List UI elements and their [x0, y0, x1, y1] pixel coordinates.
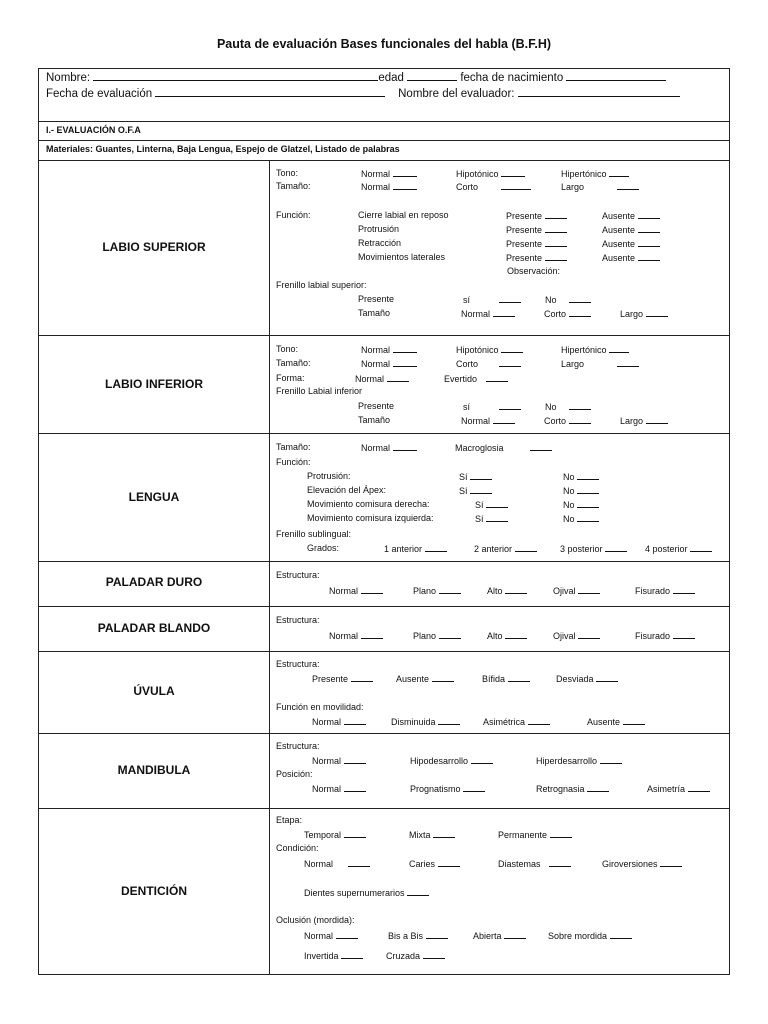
option-hipotonico[interactable]: Hipotónico	[456, 344, 523, 355]
movimientos-laterales-label: Movimientos laterales	[358, 252, 446, 262]
option-caries[interactable]: Caries	[409, 858, 460, 869]
option-ojival[interactable]: Ojival	[553, 630, 600, 641]
option-cruzada[interactable]: Cruzada	[386, 950, 445, 961]
option-macroglosia[interactable]: Macroglosia	[455, 442, 552, 453]
option-corto[interactable]: Corto	[544, 415, 591, 426]
frenillo-label: Frenillo labial superior:	[276, 280, 367, 290]
option-fisurado[interactable]: Fisurado	[635, 630, 695, 641]
option-desviada[interactable]: Desviada	[556, 673, 618, 684]
option-normal[interactable]: Normal	[361, 442, 417, 453]
option-normal[interactable]: Normal	[355, 373, 409, 384]
option-normal[interactable]: Normal	[312, 783, 366, 794]
row-label-labio-inferior: LABIO INFERIOR	[105, 377, 203, 391]
estructura-label: Estructura:	[276, 659, 320, 669]
option-normal[interactable]: Normal	[329, 630, 383, 641]
option-presente[interactable]: Presente	[506, 210, 567, 221]
oclusion-label: Oclusión (mordida):	[276, 915, 355, 925]
divider	[39, 651, 729, 652]
etapa-label: Etapa:	[276, 815, 303, 825]
option-normal[interactable]: Normal	[329, 585, 383, 596]
divider	[39, 121, 729, 122]
tamano-label: Tamaño:	[276, 442, 311, 452]
option-no[interactable]: No	[563, 513, 599, 524]
estructura-label: Estructura:	[276, 741, 320, 751]
option-si[interactable]: Sí	[475, 499, 508, 510]
option-no[interactable]: No	[545, 401, 591, 412]
option-normal[interactable]: Normal	[312, 755, 366, 766]
option-normal[interactable]: Normal	[304, 930, 358, 941]
option-hipotonico[interactable]: Hipotónico	[456, 168, 525, 179]
grados-label: Grados:	[307, 543, 340, 553]
forma-label: Forma:	[276, 373, 305, 383]
evaluation-form	[38, 68, 730, 975]
frenillo-label: Frenillo Labial inferior	[276, 386, 363, 396]
option-retrognasia[interactable]: Retrognasia	[536, 783, 609, 794]
option-sobre-mordida[interactable]: Sobre mordida	[548, 930, 632, 941]
divider	[39, 140, 729, 141]
retraccion-label: Retracción	[358, 238, 402, 248]
movimiento-izquierda-label: Movimiento comisura izquierda:	[307, 513, 434, 523]
tono-label: Tono:	[276, 168, 299, 178]
condicion-label: Condición:	[276, 843, 319, 853]
row-label-lengua: LENGUA	[128, 490, 180, 504]
elevacion-label: Elevación del Ápex:	[307, 485, 387, 495]
option-ausente[interactable]: Ausente	[602, 210, 660, 221]
option-normal[interactable]: Normal	[361, 181, 417, 192]
posicion-label: Posición:	[276, 769, 313, 779]
option-1-anterior[interactable]: 1 anterior	[384, 543, 447, 554]
document-title: Pauta de evaluación Bases funcionales del habla (B.F.H)	[216, 37, 552, 51]
option-corto[interactable]: Corto	[456, 181, 531, 192]
tono-label: Tono:	[276, 344, 299, 354]
protrusion-label: Protrusión	[358, 224, 400, 234]
option-normal[interactable]: Normal	[361, 358, 417, 369]
option-hipertonico[interactable]: Hipertónico	[561, 344, 629, 355]
movimiento-derecha-label: Movimiento comisura derecha:	[307, 499, 430, 509]
option-normal[interactable]: Normal	[304, 858, 370, 869]
divider	[39, 733, 729, 734]
name-label: Nombre:	[46, 72, 91, 84]
name-line[interactable]	[46, 72, 666, 84]
option-si[interactable]: Sí	[475, 513, 508, 524]
birthdate-label: fecha de nacimiento	[460, 72, 564, 84]
option-normal[interactable]: Normal	[361, 344, 417, 355]
option-corto[interactable]: Corto	[544, 308, 591, 319]
row-label-paladar-blando: PALADAR BLANDO	[97, 621, 211, 635]
cierre-label: Cierre labial en reposo	[358, 210, 449, 220]
option-hipertonico[interactable]: Hipertónico	[561, 168, 629, 179]
option-normal[interactable]: Normal	[461, 308, 515, 319]
option-invertida[interactable]: Invertida	[304, 950, 363, 961]
option-ausente[interactable]: Ausente	[602, 224, 660, 235]
option-fisurado[interactable]: Fisurado	[635, 585, 695, 596]
option-ausente[interactable]: Ausente	[396, 673, 454, 684]
option-plano[interactable]: Plano	[413, 585, 461, 596]
option-largo[interactable]: Largo	[620, 415, 668, 426]
option-normal[interactable]: Normal	[461, 415, 515, 426]
divider	[39, 606, 729, 607]
divider	[39, 335, 729, 336]
tamano-label: Tamaño:	[276, 358, 311, 368]
option-3-posterior[interactable]: 3 posterior	[560, 543, 627, 554]
observacion-label: Observación:	[507, 266, 561, 276]
materials: Materiales: Guantes, Linterna, Baja Lengua, Espejo de Glatzel, Listado de palabras	[46, 144, 400, 154]
presente-label: Presente	[358, 294, 395, 304]
funcion-movilidad-label: Función en movilidad:	[276, 702, 364, 712]
option-temporal[interactable]: Temporal	[304, 829, 366, 840]
option-no[interactable]: No	[563, 485, 599, 496]
evaluator-label: Nombre del evaluador:	[398, 88, 515, 100]
row-label-mandibula: MANDIBULA	[117, 763, 191, 777]
option-bis-a-bis[interactable]: Bis a Bis	[388, 930, 448, 941]
evaluation-date-line[interactable]	[46, 88, 680, 100]
row-label-paladar-duro: PALADAR DURO	[105, 575, 203, 589]
option-4-posterior[interactable]: 4 posterior	[645, 543, 712, 554]
option-largo[interactable]: Largo	[561, 358, 639, 369]
option-normal[interactable]: Normal	[361, 168, 417, 179]
option-presente[interactable]: Presente	[506, 238, 567, 249]
divider	[39, 433, 729, 434]
option-mixta[interactable]: Mixta	[409, 829, 455, 840]
option-abierta[interactable]: Abierta	[473, 930, 526, 941]
option-ausente[interactable]: Ausente	[587, 716, 645, 727]
tamano-label: Tamaño:	[276, 181, 311, 191]
option-si[interactable]: sí	[463, 401, 521, 412]
frenillo-label: Frenillo sublingual:	[276, 529, 352, 539]
divider	[39, 808, 729, 809]
age-label: edad	[378, 72, 404, 84]
option-hipodesarrollo[interactable]: Hipodesarrollo	[410, 755, 493, 766]
option-disminuida[interactable]: Disminuida	[391, 716, 460, 727]
option-permanente[interactable]: Permanente	[498, 829, 572, 840]
estructura-label: Estructura:	[276, 570, 320, 580]
option-asimetria[interactable]: Asimetría	[647, 783, 710, 794]
option-ausente[interactable]: Ausente	[602, 252, 660, 263]
option-no[interactable]: No	[545, 294, 591, 305]
option-alto[interactable]: Alto	[487, 630, 527, 641]
option-asimetrica[interactable]: Asimétrica	[483, 716, 550, 727]
divider	[39, 160, 729, 161]
option-si[interactable]: Sí	[459, 485, 492, 496]
option-ojival[interactable]: Ojival	[553, 585, 600, 596]
divider	[39, 561, 729, 562]
row-label-labio-superior: LABIO SUPERIOR	[102, 240, 206, 254]
option-evertido[interactable]: Evertido	[444, 373, 508, 384]
row-label-uvula: ÚVULA	[133, 684, 175, 698]
option-prognatismo[interactable]: Prognatismo	[410, 783, 485, 794]
tamano-label: Tamaño	[358, 308, 391, 318]
presente-label: Presente	[358, 401, 395, 411]
option-no[interactable]: No	[563, 471, 599, 482]
option-no[interactable]: No	[563, 499, 599, 510]
row-label-denticion: DENTICIÓN	[121, 884, 187, 898]
option-si[interactable]: sí	[463, 294, 521, 305]
evaluation-date-label: Fecha de evaluación	[46, 88, 153, 100]
estructura-label: Estructura:	[276, 615, 320, 625]
funcion-label: Función:	[276, 210, 311, 220]
option-hiperdesarrollo[interactable]: Hiperdesarrollo	[536, 755, 622, 766]
option-largo[interactable]: Largo	[561, 181, 639, 192]
option-presente[interactable]: Presente	[312, 673, 373, 684]
option-corto[interactable]: Corto	[456, 358, 521, 369]
option-giroversiones[interactable]: Giroversiones	[602, 858, 682, 869]
option-plano[interactable]: Plano	[413, 630, 461, 641]
option-normal[interactable]: Normal	[312, 716, 366, 727]
option-bifida[interactable]: Bífida	[482, 673, 530, 684]
option-largo[interactable]: Largo	[620, 308, 668, 319]
option-2-anterior[interactable]: 2 anterior	[474, 543, 537, 554]
option-supernumerarios[interactable]: Dientes supernumerarios	[304, 887, 429, 898]
protrusion-label: Protrusión:	[307, 471, 351, 481]
option-presente[interactable]: Presente	[506, 252, 567, 263]
option-alto[interactable]: Alto	[487, 585, 527, 596]
funcion-label: Función:	[276, 457, 311, 467]
tamano-label: Tamaño	[358, 415, 391, 425]
option-presente[interactable]: Presente	[506, 224, 567, 235]
option-diastemas[interactable]: Diastemas	[498, 858, 571, 869]
column-divider	[269, 160, 270, 975]
option-ausente[interactable]: Ausente	[602, 238, 660, 249]
section-title: I.- EVALUACIÓN O.F.A	[46, 125, 141, 135]
option-si[interactable]: Sí	[459, 471, 492, 482]
